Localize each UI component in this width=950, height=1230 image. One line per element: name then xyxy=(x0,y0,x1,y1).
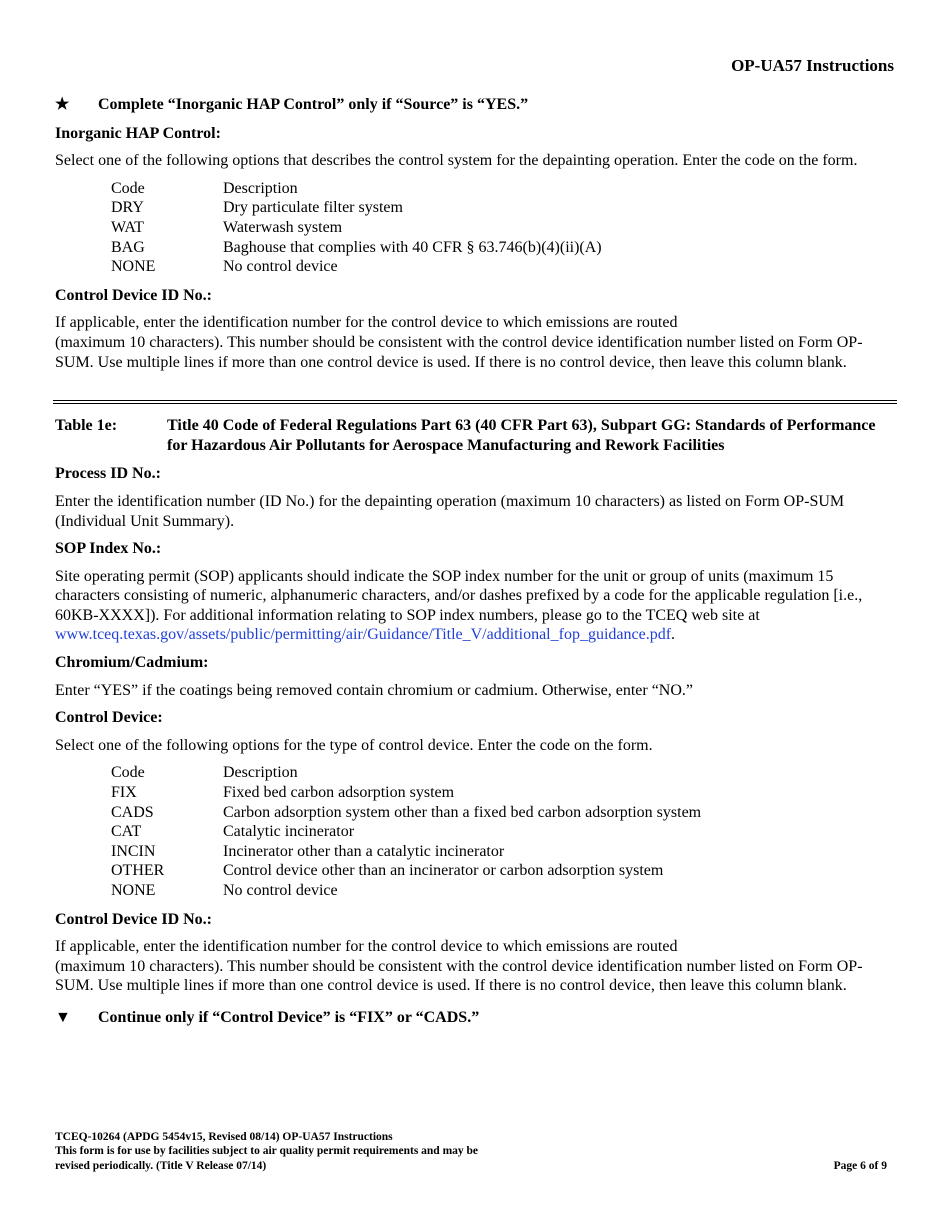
notice-text: Complete “Inorganic HAP Control” only if “Source” is “YES.” xyxy=(98,96,529,113)
control-device-heading: Control Device: xyxy=(55,709,163,727)
description-cell: Baghouse that complies with 40 CFR § 63.746(b)(4)(ii)(A) xyxy=(223,238,602,256)
control-device-id-heading-2: Control Device ID No.: xyxy=(55,910,213,928)
code-cell: CAT xyxy=(111,823,142,841)
footer-notice-line1: This form is for use by facilities subject to air quality permit requirements and may be xyxy=(55,1145,479,1158)
code-cell: DRY xyxy=(111,199,144,217)
description-cell: Control device other than an incinerator or carbon adsorption system xyxy=(223,862,664,880)
control-device-code-table xyxy=(111,763,701,900)
inorganic-hap-code-table xyxy=(111,179,602,277)
code-row xyxy=(111,803,701,823)
description-cell: No control device xyxy=(223,882,338,899)
code-cell: CADS xyxy=(111,803,154,821)
table-1e-title xyxy=(55,416,895,455)
code-row xyxy=(111,881,701,901)
section-divider xyxy=(53,400,897,404)
code-row xyxy=(111,198,602,218)
code-cell: Code xyxy=(111,179,145,197)
process-id-text: Enter the identification number (ID No.) for the depainting operation (maximum 10 characters) as listed on Form OP-SUM (Individual Unit Summary). xyxy=(55,492,845,530)
code-cell: Code xyxy=(111,764,145,782)
sop-index-body: Site operating permit (SOP) applicants should indicate the SOP index number for the unit or group of units (maximum 15 characters consisting of numeric, alphanumeric characters, and/or dashes prefixed by a code for the applicable regulation [i.e., 60KB-XXXX]). For additional information relating to SOP index numbers, please go to the TCEQ web site at xyxy=(55,567,863,624)
page-number: Page 6 of 9 xyxy=(833,1159,887,1172)
page-footer xyxy=(55,1130,895,1173)
code-row xyxy=(111,179,602,199)
page-header-title: OP-UA57 Instructions xyxy=(731,56,894,75)
control-device-id-2-line2: (maximum 10 characters). This number should be consistent with the control device identification number listed on Form OP-SUM. Use multiple lines if more than one control device is used. If there is no control device, then leave this column blank. xyxy=(55,957,863,995)
code-row xyxy=(111,763,701,783)
table-1e-label: Table 1e: xyxy=(55,417,118,435)
page-content xyxy=(55,95,895,1037)
control-device-id-text xyxy=(55,313,895,372)
continue-notice-text: Continue only if “Control Device” is “FIX” or “CADS.” xyxy=(98,1008,480,1026)
code-cell: FIX xyxy=(111,784,137,802)
description-cell: Dry particulate filter system xyxy=(223,199,403,217)
control-device-id-line1: If applicable, enter the identification number for the control device to which emissions are routed xyxy=(55,314,678,332)
description-cell: Description xyxy=(223,764,298,782)
tceq-guidance-link[interactable]: www.tceq.texas.gov/assets/public/permitting/air/Guidance/Title_V/additional_fop_guidance.pdf xyxy=(55,626,672,644)
chromium-cadmium-heading: Chromium/Cadmium: xyxy=(55,654,209,672)
description-cell: Description xyxy=(223,179,298,197)
sop-index-text xyxy=(55,567,895,645)
inorganic-hap-heading: Inorganic HAP Control: xyxy=(55,124,221,142)
code-row xyxy=(111,218,602,238)
code-cell: NONE xyxy=(111,882,156,899)
code-cell: WAT xyxy=(111,218,144,236)
description-cell: No control device xyxy=(223,258,338,276)
footer-notice-line2: revised periodically. (Title V Release 07/14) xyxy=(55,1159,267,1172)
star-icon: ★ xyxy=(55,96,70,113)
code-row xyxy=(111,842,701,862)
control-device-id-2-line1: If applicable, enter the identification number for the control device to which emissions are routed xyxy=(55,938,678,956)
code-cell: OTHER xyxy=(111,862,165,880)
code-cell: BAG xyxy=(111,238,145,256)
sop-index-heading: SOP Index No.: xyxy=(55,540,162,558)
description-cell: Carbon adsorption system other than a fixed bed carbon adsorption system xyxy=(223,803,702,821)
chromium-cadmium-text: Enter “YES” if the coatings being removed contain chromium or cadmium. Otherwise, enter “NO.” xyxy=(55,681,694,699)
description-cell: Incinerator other than a catalytic incinerator xyxy=(223,842,505,860)
inorganic-hap-intro: Select one of the following options that describes the control system for the depainting operation. Enter the code on the form. xyxy=(55,152,858,170)
description-cell: Fixed bed carbon adsorption system xyxy=(223,784,455,802)
table-1e-heading: Title 40 Code of Federal Regulations Part 63 (40 CFR Part 63), Subpart GG: Standards of Performance for Hazardous Air Pollutants for Aerospace Manufacturing and Rework Facilities xyxy=(167,417,876,454)
code-cell: NONE xyxy=(111,258,156,276)
control-device-id-text-2 xyxy=(55,937,895,996)
description-cell: Waterwash system xyxy=(223,218,343,236)
control-device-id-heading: Control Device ID No.: xyxy=(55,286,213,304)
code-row xyxy=(111,257,602,277)
process-id-heading: Process ID No.: xyxy=(55,465,161,483)
footer-form-id: TCEQ-10264 (APDG 5454v15, Revised 08/14) OP-UA57 Instructions xyxy=(55,1131,393,1143)
sop-index-end: . xyxy=(671,626,676,644)
control-device-id-line2: (maximum 10 characters). This number should be consistent with the control device identification number listed on Form OP-SUM. Use multiple lines if more than one control device is used. If there is no control device, then leave this column blank. xyxy=(55,333,863,371)
continue-notice xyxy=(55,1008,895,1028)
code-row xyxy=(111,822,701,842)
code-row xyxy=(111,861,701,881)
code-row xyxy=(111,783,701,803)
control-device-intro: Select one of the following options for the type of control device. Enter the code on the form. xyxy=(55,736,653,754)
description-cell: Catalytic incinerator xyxy=(223,823,355,841)
inorganic-hap-notice xyxy=(55,95,895,115)
code-row xyxy=(111,238,602,258)
code-cell: INCIN xyxy=(111,842,156,860)
triangle-down-icon: ▼ xyxy=(55,1008,71,1026)
